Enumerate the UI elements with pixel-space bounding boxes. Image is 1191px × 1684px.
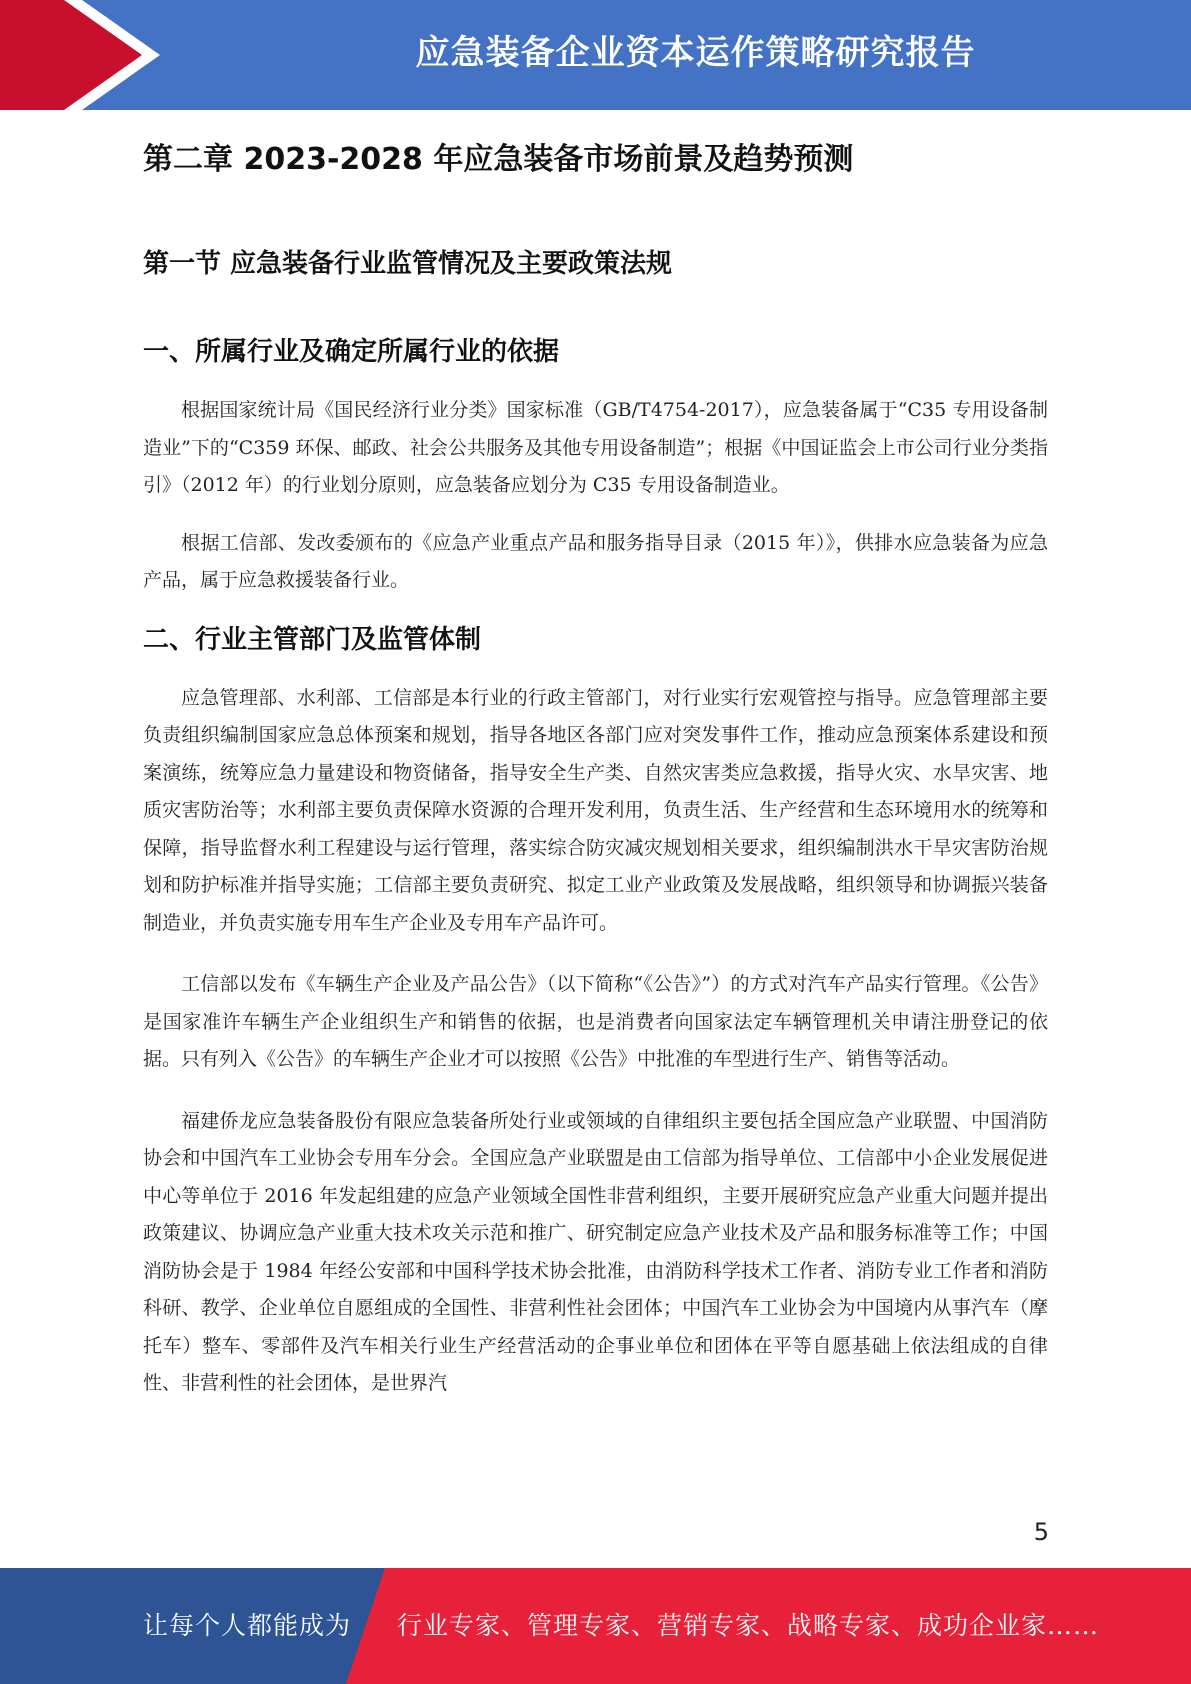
chapter-title: 第二章 2023-2028 年应急装备市场前景及趋势预测 — [143, 142, 854, 177]
footer-slogan-left: 让每个人都能成为 — [143, 1611, 352, 1640]
page-number: 5 — [1033, 1518, 1049, 1546]
section-title: 第一节 应急装备行业监管情况及主要政策法规 — [143, 249, 673, 279]
subsection-title-2: 二、行业主管部门及监管体制 — [143, 624, 482, 655]
footer-banner — [0, 1568, 1191, 1684]
paragraph: 福建侨龙应急装备股份有限应急装备所处行业或领域的自律组织主要包括全国应急产业联盟、中国消防协会和中国汽车工业协会专用车分会。全国应急产业联盟是由工信部为指导单位、工信部中小企业发展促进中心等单位于 2016 年发起组建的应急产业领域全国性非营利组织，主要开展研究应急产业重大问题并提出政策建议、协调应急产业重大技术攻关示范和推广、研究制定应急产业技术及产品和服务标准等工作；中国消防协会是于 1984 年经公安部和中国科学技术协会批准，由消防科学技术工作者、消防专业工作者和消防科研、教学、企业单位自愿组成的全国性、非营利性社会团体；中国汽车工业协会为中国境内从事汽车（摩托车）整车、零部件及汽车相关行业生产经营活动的企事业单位和团体在平等自愿基础上依法组成的自律性、非营利性的社会团体，是世界汽 — [143, 1109, 1048, 1394]
header-red-arrow — [0, 0, 150, 110]
paragraph: 根据工信部、发改委颁布的《应急产业重点产品和服务指导目录（2015 年）》，供排水应急装备为应急产品，属于应急救援装备行业。 — [143, 531, 1048, 591]
document-body — [143, 138, 1048, 1403]
subsection-title-1: 一、所属行业及确定所属行业的依据 — [143, 337, 560, 367]
paragraph: 应急管理部、水利部、工信部是本行业的行政主管部门，对行业实行宏观管控与指导。应急管理部主要负责组织编制国家应急总体预案和规划，指导各地区各部门应对突发事件工作，推动应急预案体系建设和预案演练，统筹应急力量建设和物资储备，指导安全生产类、自然灾害类应急救援，指导火灾、水旱灾害、地质灾害防治等；水利部主要负责保障水资源的合理开发利用，负责生活、生产经营和生态环境用水的统筹和保障，指导监督水利工程建设与运行管理，落实综合防灾减灾规划相关要求，组织编制洪水干旱灾害防治规划和防护标准并指导实施；工信部主要负责研究、拟定工业产业政策及发展战略，组织领导和协调振兴装备制造业，并负责实施专用车生产企业及专用车产品许可。 — [143, 686, 1048, 934]
paragraph: 根据国家统计局《国民经济行业分类》国家标准（GB/T4754-2017），应急装备属于“C35 专用设备制造业”下的“C359 环保、邮政、社会公共服务及其他专用设备制造”；根据《中国证监会上市公司行业分类指引》（2012 年）的行业划分原则，应急装备应划分为 C35 专用设备制造业。 — [143, 399, 1048, 496]
footer-slogan-right: 行业专家、管理专家、营销专家、战略专家、成功企业家…… — [397, 1611, 1100, 1640]
report-title: 应急装备企业资本运作策略研究报告 — [415, 33, 976, 73]
paragraph: 工信部以发布《车辆生产企业及产品公告》（以下简称“《公告》”）的方式对汽车产品实行管理。《公告》是国家准许车辆生产企业组织生产和销售的依据，也是消费者向国家法定车辆管理机关申请注册登记的依据。只有列入《公告》的车辆生产企业才可以按照《公告》中批准的车型进行生产、销售等活动。 — [143, 973, 1048, 1070]
header-banner — [0, 0, 1191, 110]
